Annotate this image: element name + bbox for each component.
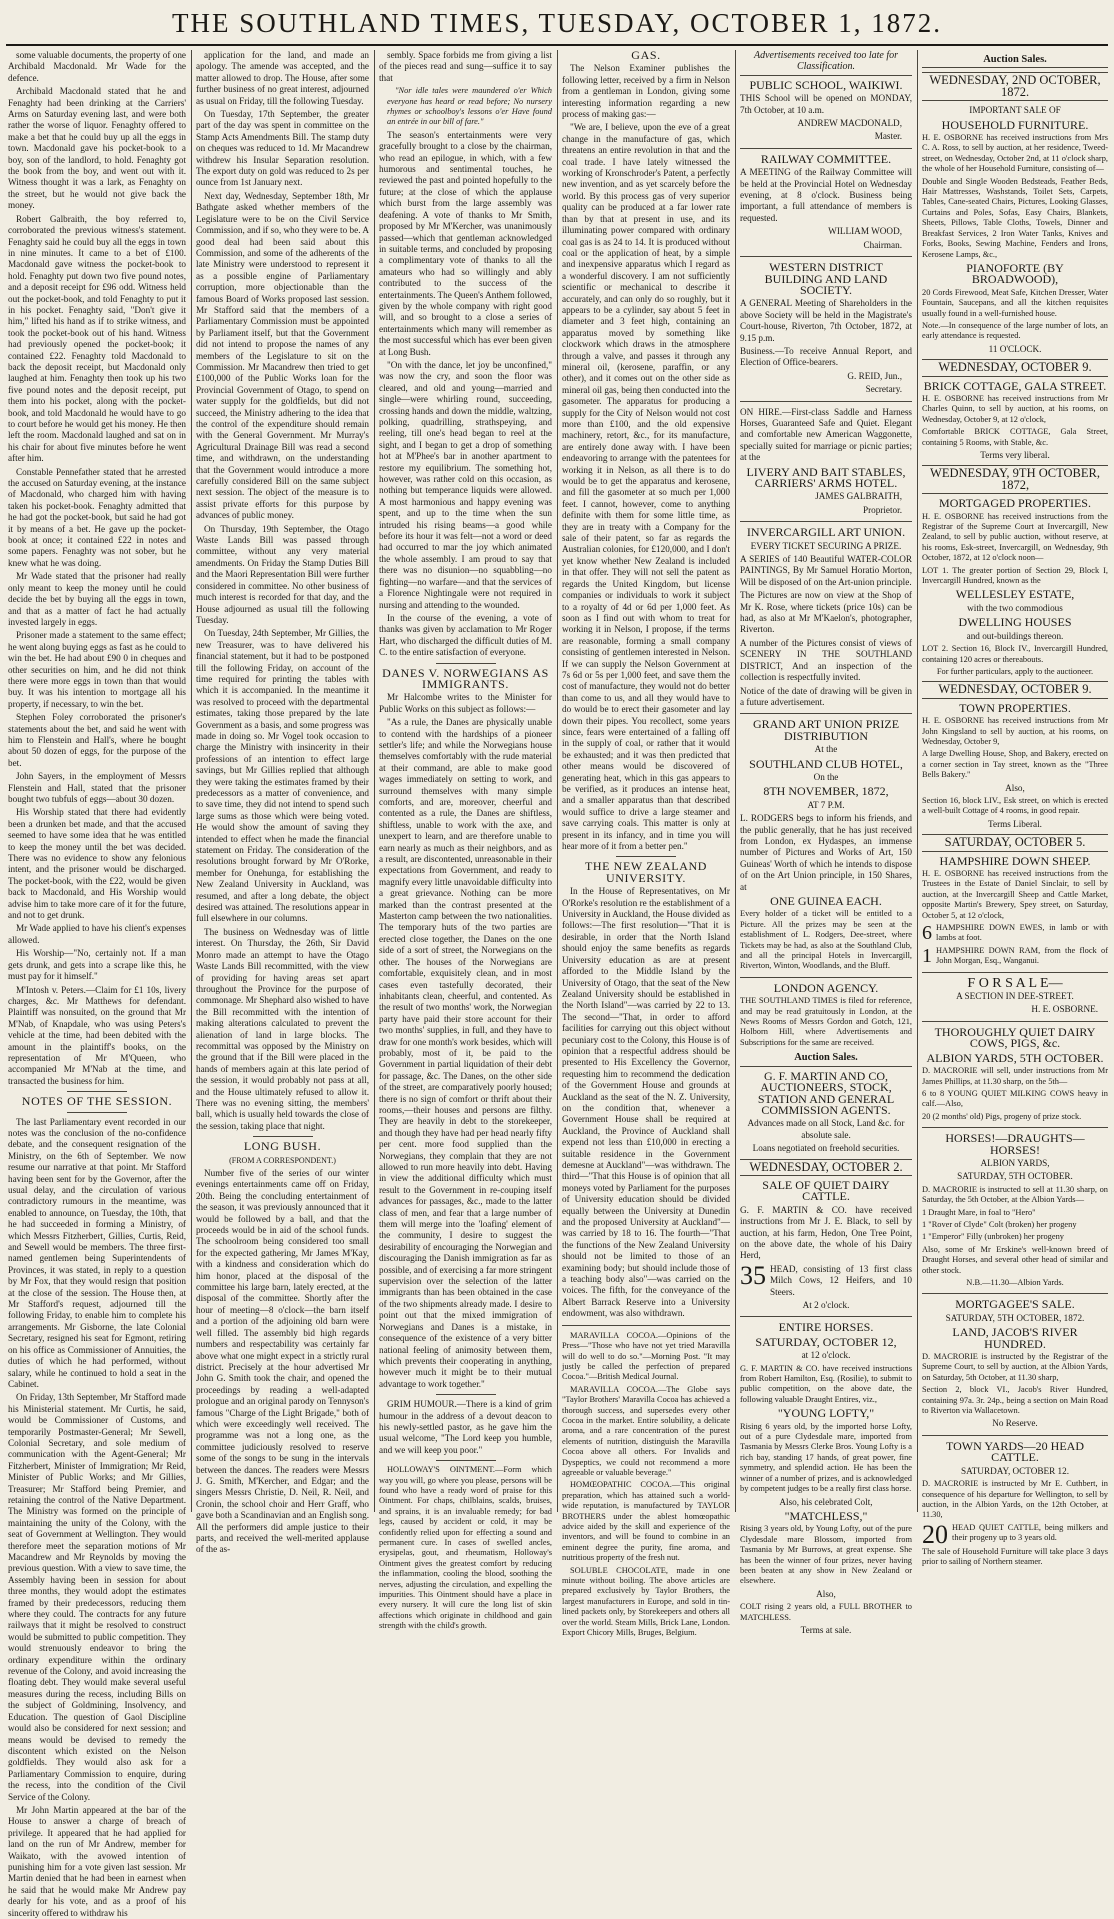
advert-body: A MEETING of the Railway Committee will be held at the Provincial Hotel on Wednesday evening, at 8 o'clock. Business being important, a full attendance of members is requested.	[740, 167, 912, 223]
advert-signature-role: Secretary.	[865, 384, 902, 395]
advert-railway-committee	[740, 151, 912, 251]
advert-title: HOUSEHOLD FURNITURE.	[941, 117, 1089, 132]
advert-brick-cottage	[922, 378, 1108, 462]
advert-title: PIANOFORTE (BY BROADWOOD),	[966, 260, 1064, 287]
divider	[922, 1127, 1108, 1128]
advert-body: Every holder of a ticket will be entitled to a Picture. All the prizes may be seen at the establishment of L. Rodgers, Dee-street, where Tickets may be had, as also at the Southland Club, and all the principal Hotels in Invercargill, Riverton, Winton, Woodlands, and the Bluff.	[740, 909, 912, 971]
advert-title: TOWN PROPERTIES.	[959, 700, 1071, 715]
advert-paragraph: MARAVILLA COCOA.—The Globe says "Taylor Brothers' Maravilla Cocoa has achieved a thorough success, and supersedes every other Cocoa in the market. Entire solubility, a delicate aroma, and a rare concentration of the purest elements of nutrition, distinguish the Maravilla Cocoa above all others. For Invalids and Dyspeptics, we could not recommend a more agreeable or valuable beverage."	[562, 1384, 730, 1477]
advert-livery-stables	[740, 407, 912, 517]
advert-date: 8TH NOVEMBER, 1872,	[763, 784, 889, 799]
advert-body: LOT 1. The greater portion of Section 29, Block I, Invercargill Hundred, known as the	[922, 565, 1108, 586]
divider	[922, 1021, 1108, 1022]
advert-paragraph: MARAVILLA COCOA.—Opinions of the Press—"Those who have not yet tried Maravilla will do well to do so."—Morning Post. "It may justly be called the perfection of prepared Cocoa."—British Medical Journal.	[562, 1330, 730, 1382]
advert-body: HAMPSHIRE DOWN EWES, in lamb or with lambs at foot.	[936, 923, 1108, 943]
divider	[922, 1435, 1108, 1436]
advert-body: A large Dwelling House, Shop, and Bakery, erected on a corner section in Tay street, known as the "Three Bells Bakery."	[922, 749, 1108, 780]
advert-body: The Pictures are now on view at the Shop of Mr K. Rose, where tickets (price 10s) can be had, as also at Mr M'Kaelon's, photographer, Riverton.	[740, 590, 912, 635]
advert-for-sale	[922, 975, 1108, 1016]
advert-body: H. E. OSBORNE has received instructions from the Registrar of the Supreme Court at Invercargill, New Zealand, to sell by public auction, without reserve, at his rooms, Esk-street, Invercargill, on Wednesday, 9th October, 1872, at 12 o'clock noon—	[922, 511, 1108, 563]
advert-signature: G. REID, Jun.,	[847, 370, 902, 381]
head-count: 6	[922, 922, 932, 945]
advert-time: 11 O'CLOCK.	[988, 343, 1042, 354]
advert-dairy-cows	[922, 1024, 1108, 1122]
advert-body: A number of the Pictures consist of views of SCENERY IN THE SOUTHLAND DISTRICT, And an inspection of the collection is respectfully invited.	[740, 637, 912, 683]
column-rule	[917, 50, 918, 1512]
advert-text: and out-buildings thereon.	[966, 630, 1064, 641]
advert-body: Section 16, block LIV., Esk street, on which is erected a well-built Cottage of 4 rooms, in good repair.	[922, 795, 1108, 816]
section-heading-auction-sales: Auction Sales.	[740, 1052, 912, 1066]
advert-body: Also, some of Mr Erskine's well-known breed of Draught Horses, and several other head of similar and other stock.	[922, 1244, 1108, 1275]
advert-hampshire-sheep	[922, 853, 1108, 967]
article-paragraph: Archibald Macdonald stated that he and Fenaghty had been drinking at the Carriers' Arms on Saturday evening last, and were both rather the worse of liquor. Fenaghty offered to make a bet that he could buy up all the eggs in town. Macdonald gave his pocket-book to a boy, son of the landlord, to hold. Fenaghty got the book from the boy, and went out with it. Witness thought it was a lark, as Fenaghty on the street, but he would not give back the money.	[8, 86, 186, 211]
advert-text: Also,	[816, 1588, 836, 1599]
article-paragraph: Number five of the series of our winter evenings entertainments came off on Friday, 20th. Being the concluding entertainment of the season, it was previously announced that it would be followed by a ball, and that the proceeds would be in aid of the school funds. The schoolroom being considered too small for the expected gathering, Mr James M'Kay, with a kindness and consideration which do him honor, placed at the disposal of the committee his large barn, lately erected, at the disposal of the committee. Shortly after the hour of meeting—8 o'clock—the barn itself and a portion of the adjoining old barn were well filled. The assembly bid high regards numbers and respectability was certainly far above what one might expect in a strictly rural district. Precisely at the hour advertised Mr John G. Smith took the chair, and opened the proceedings by reading a well-adapted prologue and an original parody on Tennyson's famous "Charge of the Light Brigade," both of which were exceedingly well received. The programme was not a long one, as the committee judiciously resolved to reserve some of the songs to be sung in the intervals between the dances. The readers were Messrs J. G. Smith, M'Kercher, and Edgar; and the singers Messrs Christie, D. Neil, R. Neil, and Cronin, the school choir and Herr Graff, who gave both a Scandinavian and an English song. All the performers did ample justice to their parts, and received the well-merited applause of the as-	[196, 1168, 369, 1555]
divider	[436, 663, 496, 664]
advert-title: INVERCARGILL ART UNION.	[746, 525, 906, 540]
advert-mortgaged-properties	[922, 498, 1108, 677]
advert-body: 1 "Rover of Clyde" Colt (broken) her progeny	[922, 1219, 1077, 1229]
advert-note: Note.—In consequence of the large number of lots, an early attendance is requested.	[922, 320, 1108, 341]
article-paragraph: John Sayers, in the employment of Messrs Flenstein and Hall, stated that the prisoner bought two tubfuls of eggs—about 30 dozen.	[8, 771, 186, 804]
advert-body: Advances made on all Stock, Land &c. for absolute sale.	[747, 1118, 905, 1140]
advert-body: H. E. OSBORNE has received instructions from Mrs C. A. Ross, to sell by auction, at her residence, Tweed-street, on Wednesday, October 2nd, at 11 o'clock sharp, the whole of her Household Furniture, consisting of—	[922, 133, 1108, 174]
article-paragraph: Mr Wade stated that the prisoner had really only meant to keep the money until he could decide the bet by buying all the eggs in town, and that as a matter of fact he had actually invested largely in eggs.	[8, 571, 186, 627]
advert-subtitle: EVERY TICKET SECURING A PRIZE.	[750, 540, 902, 551]
advert-title: LIVERY AND BAIT STABLES, CARRIERS' ARMS HOTEL.	[746, 464, 906, 490]
advert-title: WESTERN DISTRICT BUILDING AND LAND SOCIETY.	[764, 260, 888, 297]
advert-body: COLT rising 2 years old, a FULL BROTHER to MATCHLESS.	[740, 1602, 912, 1622]
article-paragraph: Stephen Foley corroborated the prisoner's statements about the bet, and said he went with him to Flenstein and Hall's, where he bought about 50 dozen of eggs, for the purpose of the bet.	[8, 712, 186, 768]
advert-title: F O R S A L E—	[967, 975, 1063, 991]
advert-title: MORTGAGED PROPERTIES.	[939, 496, 1091, 511]
divider	[740, 521, 912, 522]
advert-signature: ANDREW MACDONALD,	[797, 118, 902, 129]
advert-terms: Terms Liberal.	[988, 818, 1042, 829]
article-paragraph: Robert Galbraith, the boy referred to, corroborated the previous witness's statement. Fenaghty said he could buy all the eggs in town in nine minutes. It came to a bet of £100. Macdonald gave witness the pocket-book to hold. Fenaghty put down two five pound notes, and a deposit receipt for £96 odd. Witness held out the pocket-book, and told Fenaghty to put it in his pocket. Fenaghty said, "Don't give it him," lifted his hand as if to strike witness, and took the pocket-book out of his hand. Witness had previously opened the pocket-book; it contained £22. Fenaghty told Macdonald to back the deposit receipt, but Macdonald only laughed at him. Fenaghty then took up his two five pound notes and the deposit receipt, put them into his pocket, along with the pocket-book, and told Macdonald he would have to go to court before he would get his money. He then left the room. Macdonald laughed and sat on in his chair for about five minutes before he went after him.	[8, 213, 186, 464]
advert-grand-art-union	[740, 719, 912, 972]
article-headline: GAS.	[631, 48, 661, 62]
advert-paragraph: HOLLOWAY'S OINTMENT.—Form which way you will, go where you please, persons will be found who have a ready word of praise for this Ointment. For chaps, chilblains, scalds, bruises, and sprains, it is an invaluable remedy; for bad legs, caused by accident or cold, it may be confidently relied upon for effecting a sound and permanent cure. In cases of swelled ancles, erysipelas, gout, and rheumatism, Holloway's Ointment gives the greatest comfort by reducing the inflammation, cooling the blood, soothing the nerves, adjusting the circulation, and expelling the impurities. This Ointment should have a place in every nursery. It will cure the long list of skin affections which originate in childhood and gain strength with the child's growth.	[379, 1465, 552, 1631]
article-paragraph: "As a rule, the Danes are physically unable to contend with the hardships of a pioneer settler's life; and while the Norwegians house themselves comfortably with the rude material at their command, are able to make good wages immediately on setting to work, and surround themselves with many simple comforts, and are, moreover, cheerful and contented as a rule, the Danes are shiftless, shiftless, unable to work with the axe, and unexpert to learn, and are therefore unable to earn nearly as much as their neighbors, and as a result, are discontented, unreasonable in their expectations from Government, and ready to magnify every little unavoidable difficulty into a great grievance. Nothing can be more marked than the contrast presented at the Masterton camp between the two nationalities. The temporary huts of the two parties are erected close together, the Danes on the one side of a sort of street, the Norwegians on the other. The houses of the Norwegians are comfortable, exquisitely clean, and in most cases even tastefully decorated, their inhabitants clean, cheerful, and contented. As the result of two months' work, the Norwegian party have paid their store account for their two months' supplies, in full, and they have to draw for one month's work besides, which will probably, most of it, be paid to the Government in partial liquidation of their debt for passage, &c. The Danes, on the other side of the street, are comparatively poorly housed; there is no sign of comfort or thrift about their rooms,—their houses and persons are filthy. They are heavily in debt to the storekeeper, and though they have had per head nearly fifty per cent. more food supplied than the Norwegians, they complain that they are not allowed to run more heavily into debt. Having in view the additional difficulty which must result to the Government in re-couping itself advances for passages, &c., made to the latter class of men, and fear that a large number of them will merge into the 'loafing' element of the community, I desire to suggest the desirability of encouraging the Norwegian and discouraging the Danish immigration as far as possible, and of exercising a far more stringent supervision over the selection of the latter immigrants than has been obtained in the case of the two shipments already made. I desire to point out that the mixed immigration of Norwegians and Danes is a mistake, in consequence of the existence of a very bitter national feeling of animosity between them, which prevents their cooperating in anything, however much it might be to their mutual advantage to work together."	[379, 717, 552, 1389]
divider	[740, 401, 912, 402]
sale-date: WEDNESDAY, OCTOBER 9.	[922, 681, 1108, 698]
divider	[436, 1394, 496, 1395]
article-paragraph: Constable Pennefather stated that he arrested the accused on Saturday evening, at the instance of Macdonald, who charged him with having taken his pocket-book. Fenaghty admitted that he had got the pocket-book, but said he had got it by means of a bet. He gave up the pocket-book at once; it contained £22 in notes and some papers. Fenaghty was not sober, but he knew what he was doing.	[8, 466, 186, 568]
advert-body: 1 Draught Mare, in foal to "Hero"	[922, 1207, 1036, 1217]
advert-note: The sale of Household Furniture will take place 3 days prior to sailing of Northern steamer.	[922, 1546, 1108, 1567]
article-paragraph: His Worship—"No, certainly not. If a man gets drunk, and gets into a scrape like this, he must pay for it himself."	[8, 948, 186, 982]
article-paragraph: In the course of the evening, a vote of thanks was given by acclamation to Mr Roger Hart, who discharged the difficult duties of M. C. to the entire satisfaction of everyone.	[379, 612, 552, 658]
advert-mortgagee-sale	[922, 1299, 1108, 1429]
article-headline: LONG BUSH.	[243, 1139, 322, 1154]
advert-text: Also,	[1005, 782, 1025, 793]
divider	[562, 1325, 730, 1326]
section-heading-auction-sales: Auction Sales.	[922, 54, 1108, 68]
advert-date: SATURDAY, 5TH OCTOBER, 1872.	[945, 1312, 1085, 1323]
article-paragraph: "On with the dance, let joy be unconfined," was now the cry, and soon the floor was cleared, and old and young—married and single—were whirling round, succeeding, crossing hands and down the middle, waltzing, polking, quadrilling, strathspeying, and reeling, till one's head began to reel at the sight, and I began to get a drop of something hot at M'Phee's bar in another apartment to restore my equilibrium. The something hot, however, was rather cold on this occasion, as nothing but temperance liquids were allowed. A most harmonious and happy evening was spent, and up to the time when the sun intruded his rising beams—a good while before its hour it was felt—not a word or deed had occurred to mar the joy which animated the whole assembly. I am proud to say that there was no disunion—no squabbling—no fighting—no warfare—and that the services of a Florence Nightingale were not required in nursing and attending to the wounded.	[379, 359, 552, 610]
advert-terms: Terms very liberal.	[980, 450, 1050, 460]
article-paragraph: Mr Wade applied to have his client's expenses allowed.	[8, 923, 186, 945]
advert-town-yards-cattle	[922, 1438, 1108, 1568]
advert-art-union	[740, 527, 912, 708]
head-count: 1	[922, 944, 932, 967]
divider	[67, 1091, 127, 1092]
article-paragraph: Next day, Wednesday, September 18th, Mr Bathgate asked whether members of the Legislature were to be on the Civil Service Commission, and if so, who they were to be. A good deal had been said about this Commission, and some of the adherents of the late Ministry were understood to represent it as a possible engine of Parliamentary corruption, more objectionable than the famous Board of Works proposed last session. Mr Stafford said that the members of a Parliamentary Commission must be appointed by Parliament itself, but that the Government did not intend to propose the names of any members of the Legislature to sit on the Commission. Mr Macandrew then tried to get £100,000 of the Public Works loan for the Provincial Government of Otago, to spend on water supply for the goldfields, but did not succeed, the Ministry adhering to the idea that the control of the expenditure should remain with the General Government. Mr Murray's Agricultural Drainage Bill was read a second time, and withdrawn, on the understanding that the Government would introduce a more carefully considered Bill on the same subject next session. The object of the measure is to assist private efforts for this purpose by advances of public money.	[196, 190, 369, 521]
article-paragraph: In the House of Representatives, on Mr O'Rorke's resolution re the establishment of a University in Auckland, the House divided as follows:—The first resolution—"That it is desirable, in order that the North Island should enjoy the same benefits as regards University education as are at present afforded to the Middle Island by the University of Otago, that the seat of the New Zealand University should be established in the North Island"—was carried by 22 to 13. The second—"That, in order to afford facilities for carrying out this object without pecuniary cost to the Colony, this House is of opinion that a respectful address should be presented to His Excellency the Governor, requesting him to recommend the dedication of the Government House and grounds at Auckland as the seat of the N. Z. University, on the condition that, whenever a Government House shall be required at Auckland, the Province of Auckland shall expend not less than £10,000 in erecting a suitable residence in the Government demesne at Auckland"—was withdrawn. The third—"That this House is of opinion that all moneys voted by Parliament for the purposes of University education should be divided equally between the University at Dunedin and the proposed University at Auckland"—was carried by 18 to 16. The fourth—"That the functions of the New Zealand University should not be limited to those of an examining body; but should include those of a teaching body also"—was carried on the voices. The fifth, for the conveyance of the Albert Barrack Reserve into a University endowment, was also withdrawn.	[562, 886, 730, 1319]
advert-title: BRICK COTTAGE, GALA STREET.	[923, 378, 1107, 393]
advert-body: HAMPSHIRE DOWN RAM, from the flock of John Morgan, Esq., Wanganui.	[936, 945, 1108, 966]
sale-date: WEDNESDAY, OCTOBER 2.	[740, 1159, 912, 1176]
article-paragraph: "We are, I believe, upon the eve of a great change in the manufacture of gas, which threatens an entire revolution in that and the coal trade. I have lately witnessed the working of Kronschroder's Patent, a perfectly new invention, and as yet scarcely before the world. By this process gas of very superior quality can be produced at a far lower rate than by that at present in use, and its illuminating power compared with ordinary coal gas is as 24 to 14. It is produced without coal or the application of heat, by a simple and inexpensive apparatus which I regard as a wonderful discovery. I am not sufficiently scientific or mechanical to describe it accurately, and can only do so roughly, but it appears to be a cylinder, say about 5 feet in diameter and 3 feet high, containing an apparatus moved by something like clockwork which draws in the atmosphere through a valve, and passes it through any mineral oil, (kerosene, paraffin, or any other), and it comes out on the other side as mineral oil gas, being then conducted into the gasometer. The apparatus for producing a supply for the City of Nelson would not cost more than £100, and the old expensive machinery, retort, &c., for its manufacture, are entirely done away with. I have been endeavoring to arrange with the patentees for working it in Nelson, as all there is to do would be to get the apparatus and kerosene, and fill the gasometer at so much per 1,000 feet. I cannot, however, come to anything definite with them for some little time, as they are in treaty with a Company for the sale of their patent, so far as regards the Australian colonies, for £120,000, and I don't yet know whether New Zealand is included in that offer. They will not sell the patent as regards the United Kingdom, but license companies or individuals to work it subject to a royalty of 4d or 6d per 1,000 feet. As soon as I find out with whom to treat for working it in Nelson, I propose, if the terms are reasonable, forming a small company consisting of gentlemen interested in Nelson. If we can supply the Nelson Government at 7s 6d or 5s per 1,000 feet, and save them the cost of manufacture, they would not do better than come to us, and all they would have to do would be to erect their gasometer and lay down their pipes. You recollect, some years since, fears were entertained of a falling off in the supply of coal, or rather that it would be exhausted; and it was then predicted that other means would be discovered of generating heat, which in this gas appears to be verified, as it produces an intense heat, and a smaller apparatus than that described would suffice to drive a large steamer and save carrying coals. This matter is only at present in its infancy, and in time you will hear more of it from a better pen."	[562, 122, 730, 852]
advert-signature-role: Proprietor.	[862, 504, 902, 515]
article-paragraph: Prisoner made a statement to the same effect; he went along buying eggs as fast as he could to win the bet. He had about £90 0 in cheques and other securities on him, and he did not think there were more eggs in town than that would buy. It was his intention to mortgage all his property, if necessary, to win the bet.	[8, 630, 186, 709]
advert-signature: WILLIAM WOOD,	[828, 226, 902, 237]
article-headline: THE NEW ZEALAND UNIVERSITY.	[584, 859, 708, 885]
article-paragraph: The business on Wednesday was of little interest. On Thursday, the 26th, Sir David Monro made an attempt to have the Otago Waste Lands Bill recommitted, with the view of providing for having areas set apart throughout the Province for the purpose of commonage. Mr Shephard also wished to have the Bill recommitted with the intention of making alterations calculated to prevent the alienation of land in large blocks. The recommittal was opposed by the Ministry on the ground that if the Bill were placed in the hands of members again at this late period of the session, it would probably not pass at all, and the House ultimately refused to allow it. There was no evening sitting, the members' ball, which is usually held towards the close of the session, taking place that night.	[196, 926, 369, 1131]
article-paragraph: some valuable documents, the property of one Archibald Macdonald. Mr Wade for the defence.	[8, 50, 186, 83]
advert-title: HAMPSHIRE DOWN SHEEP.	[939, 853, 1091, 868]
advert-signature-role: Master.	[874, 131, 902, 142]
divider	[922, 1293, 1108, 1294]
advert-body: Comfortable BRICK COTTAGE, Gala Street, containing 5 Rooms, with Stable, &c.	[922, 427, 1108, 447]
advert-note: For further particulars, apply to the auctioneer.	[936, 666, 1094, 676]
advert-dairy-cattle	[740, 1177, 912, 1311]
head-count: 35	[740, 1260, 766, 1290]
article-headline: NOTES OF THE SESSION.	[21, 1094, 173, 1109]
article-paragraph: M'Intosh v. Peters.—Claim for £1 10s, livery charges, &c. Mr Matthews for defendant. Plaintiff was nonsuited, on the ground that Mr M'Nab, of Knapdale, who was using Peters's vehicle at the time, had been debited with the amount in the plaintiff's books, on the representation of Mr M'Queen, who accompanied Mr M'Nab at the time, and transacted the business for him.	[8, 984, 186, 1086]
sale-date: WEDNESDAY, 9TH OCTOBER, 1872,	[922, 465, 1108, 494]
advert-date: SATURDAY, OCTOBER 12,	[755, 1334, 897, 1349]
sale-date: SATURDAY, OCTOBER 5.	[922, 834, 1108, 851]
advert-household-furniture	[922, 105, 1108, 355]
advert-body: ON HIRE.—First-class Saddle and Harness Horses, Guaranteed Safe and Quiet. Elegant and comfortable new American Waggonette, specially suited for marriage or picnic parties; at the	[740, 406, 912, 463]
advert-venue: SOUTHLAND CLUB HOTEL,	[749, 756, 903, 771]
article-paragraph: sembly. Space forbids me from giving a list of the pieces read and sung—suffice it to say that	[379, 50, 552, 83]
advert-body: D. MACRORIE will sell, under instructions from Mr James Phillips, at 11.30 sharp, on the 5th—	[922, 1066, 1108, 1086]
column-5	[740, 50, 912, 1635]
advert-body: 20 Cords Firewood, Meat Safe, Kitchen Dresser, Water Fountain, Saucepans, and all the kitchen requisites usually found in a well-furnished house.	[922, 287, 1108, 318]
column-rule	[735, 50, 736, 1512]
advert-title: RAILWAY COMMITTEE.	[760, 151, 892, 166]
article-paragraph: On Friday, 13th September, Mr Stafford made his Ministerial statement. Mr Curtis, he said, would be Commissioner of Customs, and temporarily Postmaster-General; Mr Sewell, Colonial Secretary, and sole medium of communication with the Agent-General; Mr Fitzherbert, Minister of Immigration; Mr Reid, Minister of Public Works; and Mr Gillies, Treasurer; Mr Stafford being Premier, and retaining the control of the Native Department. The Ministry was formed on the principle of maintaining the unity of the Colony, with the seat of Government at Wellington. They would therefore meet the separation motions of Mr Macandrew and Mr Reynolds by moving the previous question. With a view to save time, the Assembly having been in session for about three months, they would adopt the estimates framed by their predecessors, reducing them where they could. The contracts for any future railways that it might be resolved to construct would be submitted to public competition. They would strenuously endeavor to bring the ordinary expenditure within the ordinary revenue of the Colony, and avoid increasing the floating debt. They would make several useful measures during the recess, including Bills on the subject of Goldmining, Insolvency, and Education. The question of Gaol Discipline would also be considered for next session; and means would be devised to remedy the discontent which existed on the Nelson goldfields. They would also ask for a Parliamentary Commission to enquire, during the recess, into the condition of the Civil Service of the Colony.	[8, 1392, 186, 1802]
advert-title: THOROUGHLY QUIET DAIRY COWS, PIGS, &c.	[934, 1024, 1096, 1051]
column-4	[562, 48, 730, 1638]
estate-name: WELLESLEY ESTATE,	[955, 587, 1075, 602]
column-3	[379, 50, 552, 1631]
advert-subtitle: ALBION YARDS,	[980, 1157, 1050, 1168]
advert-body: Notice of the date of drawing will be given in a future advertisement.	[740, 685, 912, 707]
masthead: THE SOUTHLAND TIMES, TUESDAY, OCTOBER 1, 1872.	[6, 4, 1108, 46]
advert-draught-horses	[922, 1133, 1108, 1288]
advert-body: Double and Single Wooden Bedsteads, Feather Beds, Hair Mattresses, Washstands, Toilet Sets, Carpets, Tables, Cane-seated Chairs, Pictures, Looking Glasses, Curtains and Poles, Sofas, Easy Chairs, Blankets, Sheets, Pillows, Table Cloths, Towels, Dinner and Breakfast Services, 2 Iron Water Tanks, Knives and Forks, Books, Sewing Machine, Fenders and Irons, Kerosene Lamps, &c.,	[922, 176, 1108, 259]
advert-title: HORSES!—DRAUGHTS—HORSES!	[945, 1131, 1085, 1157]
advert-title: MORTGAGEE'S SALE.	[955, 1297, 1075, 1312]
article-paragraph: On Tuesday, 17th September, the greater part of the day was spent in committee on the Stamp Acts Amendments Bill. The stamp duty on cheques was reduced to 1d. Mr Macandrew withdrew his Insular Separation resolution. The export duty on gold was reduced to 2s per ounce from 1st January next.	[196, 109, 369, 188]
advert-body: THIS School will be opened on MONDAY, 7th October, at 10 a.m.	[740, 93, 912, 115]
advert-body: Loans negotiated on freehold securities.	[752, 1143, 900, 1154]
advert-title: PUBLIC SCHOOL, WAIKIWI.	[749, 77, 903, 92]
advert-subtitle: ALBION YARDS, 5TH OCTOBER.	[926, 1050, 1104, 1065]
article-paragraph: Mr Halcombe writes to the Minister for Public Works on this subject as follows:—	[379, 692, 552, 714]
advert-note: No Reserve.	[992, 1418, 1038, 1429]
advert-body: D. MACRORIE is instructed to sell at 11.30 sharp, on Saturday, the 5th October, at the Albion Yards—	[922, 1184, 1108, 1205]
advert-title: G. F. MARTIN AND CO, AUCTIONEERS, STOCK, STATION AND GENERAL COMMISSION AGENTS.	[757, 1068, 895, 1117]
head-count: 20	[922, 1519, 948, 1549]
advert-body: H. E. OSBORNE has received instructions from Mr John Kingsland to sell by auction, at his rooms, on Wednesday, October 9,	[922, 716, 1108, 746]
advert-paragraph: SOLUBLE CHOCOLATE, made in one minute without boiling. The above articles are prepared exclusively by Taylor Brothers, the largest manufacturers in Europe, and sold in tin-lined packets only, by Storekeepers and others all over the world. Steam Mills, Brick Lane, London. Export Chicory Mills, Bruges, Belgium.	[562, 1565, 730, 1638]
article-byline: (FROM A CORRESPONDENT.)	[229, 1155, 336, 1165]
advert-date: SATURDAY, 5TH OCTOBER.	[957, 1171, 1073, 1182]
advert-london-agency	[740, 980, 912, 1048]
advert-body: Rising 3 years old, by Young Lofty, out of the pure Clydesdale mare Blossom, imported from Tasmania by Mr Burrows, at great expense. She has been the winner of four prizes, never having been beaten at any show in New Zealand or elsewhere.	[740, 1524, 912, 1586]
advert-signature-role: Chairman.	[863, 239, 902, 250]
divider	[253, 1136, 313, 1137]
advert-title: LONDON AGENCY.	[773, 980, 879, 995]
advert-time: At 2 o'clock.	[802, 1300, 850, 1310]
advert-terms: Terms at sale.	[800, 1624, 852, 1635]
advert-body: D. MACRORIE is instructed by the Registrar of the Supreme Court, to sell by auction, at the Albion Yards, on Saturday, 5th October, at 11.30 sharp,	[922, 1352, 1108, 1382]
divider	[740, 977, 912, 978]
advert-body: A SECTION IN DEE-STREET.	[956, 991, 1074, 1002]
advert-note: N.B.—11.30—Albion Yards.	[966, 1278, 1064, 1287]
classification-banner: Advertisements received too late for Classification.	[740, 50, 912, 76]
advert-title: ENTIRE HORSES.	[778, 1320, 874, 1335]
advert-body: H. E. OSBORNE has received instructions from Mr Charles Quinn, to sell by auction, at his rooms, on Wednesday, October 9, at 12 o'clock,	[922, 393, 1108, 424]
divider	[740, 256, 912, 257]
advert-body: HEAD QUIET CATTLE, being milkers and their progeny up to 3 years old.	[952, 1522, 1108, 1543]
divider	[740, 713, 912, 714]
column-2	[196, 50, 369, 1555]
divider	[436, 1460, 496, 1461]
advert-body: 1 "Emperor" Filly (unbroken) her progeny	[922, 1232, 1064, 1242]
advert-text: At the	[814, 744, 838, 755]
advert-body: Rising 6 years old, by the imported horse Lofty, out of a pure Clydesdale mare, imported from Tasmania by Messrs Clerke Bros. Young Lofty is a rich bay, standing 17 hands, of great power, fine symmetry, and splendid action. He has been the winner of a number of prizes, and is acknowledged by competent judges to be a really first class horse.	[740, 1421, 912, 1494]
column-1	[8, 50, 186, 1918]
divider	[740, 1316, 912, 1317]
verse-quote: "Nor idle tales were maundered o'er Which everyone has heard or read before; No nursery rhymes or schoolboy's lessons o'er Have found an entrée in our bill of fare."	[387, 86, 552, 127]
advert-time: at 12 o'clock.	[801, 1350, 851, 1361]
sale-date: WEDNESDAY, 2ND OCTOBER, 1872.	[922, 72, 1108, 101]
article-paragraph: GRIM HUMOUR.—There is a kind of grim humour in the address of a devout deacon to his newly-settled pastor, as he gave him the usual welcome, "The Lord keep you humble, and we will keep you poor."	[379, 1399, 552, 1455]
advert-town-properties	[922, 700, 1108, 830]
advert-date: SATURDAY, OCTOBER 12.	[960, 1465, 1070, 1476]
column-rule	[374, 50, 375, 1512]
advert-gf-martin	[740, 1068, 912, 1155]
advert-body: LOT 2. Section 16, Block IV., Invercargill Hundred, containing 120 acres or thereabouts.	[922, 644, 1108, 664]
advert-body: H. E. OSBORNE has received instructions from the Trustees in the Estate of Daniel Sinclair, to sell by auction, at the Invercargill Sheep and Cattle Market, opposite Martin's Brewery, Spey street, on Saturday, October 5, at 12 o'clock,	[922, 869, 1108, 920]
horse-name: "MATCHLESS,"	[784, 1508, 868, 1523]
advert-body: G. F. MARTIN & CO. have received instructions from Mr J. E. Black, to sell by auction, at his farm, Hedon, One Tree Point, on the above date, the whole of his Dairy Herd,	[740, 1204, 912, 1261]
advert-text: On the	[813, 771, 839, 782]
advert-body: A SERIES of 140 Beautiful WATER-COLOR PAINTINGS, By Mr Samuel Horatio Morton, Will be disposed of on the Art-union principle.	[740, 554, 912, 587]
advert-body: 6 to 8 YOUNG QUIET MILKING COWS heavy in calf.—Also,	[922, 1088, 1108, 1109]
advert-title: GRAND ART UNION PRIZE DISTRIBUTION	[752, 717, 900, 743]
advert-signature: JAMES GALBRAITH,	[815, 491, 902, 502]
advert-body: 20 (2 months' old) Pigs, progeny of prize stock.	[922, 1111, 1082, 1121]
article-paragraph: His Worship stated that there had evidently been a drunken bet made, and that the accused seemed to have some idea that he was entitled to keep the money until the bet was decided. There was no evidence to show any felonious intent, and the prisoner would be discharged. The pocket-book, with the £22, would be given back to Macdonald, and His Worship would advise him to take more care of it for the future, and not to get drunk.	[8, 807, 186, 921]
advert-building-society	[740, 262, 912, 395]
column-rule	[191, 50, 192, 1512]
advert-body: Section 2, block VI., Jacob's River Hundred, containing 97a. 3r. 24p., being a section on Main Road to Riverton via Wallacetown.	[922, 1385, 1108, 1416]
advert-title: SALE OF QUIET DAIRY CATTLE.	[762, 1177, 890, 1204]
article-headline: DANES V. NORWEGIANS AS IMMIGRANTS.	[382, 665, 549, 691]
advert-text: with the two commodious	[967, 602, 1063, 613]
advert-body: HEAD, consisting of 13 first class Milch Cows, 12 Heifers, and 10 Steers.	[770, 1263, 912, 1297]
advert-paragraph: HOMŒOPATHIC COCOA.—This original preparation, which has attained such a world-wide reputation, is manufactured by TAYLOR BROTHERS under the ablest homœopathic advice aided by the skill and experience of the inventors, and will be found to combine in an eminent degree the purity, fine aroma, and nutritious property of the fresh nut.	[562, 1480, 730, 1563]
advert-entire-horses	[740, 1322, 912, 1636]
advert-time: AT 7 P.M.	[807, 799, 845, 810]
article-paragraph: The last Parliamentary event recorded in our notes was the conclusion of the no-confidence debate, and the consequent resignation of the Ministry, on the 6th of September. We now resume our narrative at that point. Mr Stafford having been sent for by the Governor, after the usual delay, and the circulation of various contradictory rumours in the meantime, was enabled to announce, on Tuesday, the 10th, that he had succeeded in forming a Ministry, of which Messrs Fitzherbert, Gillies, Curtis, Reid, and Sewell would be members. The three first-named gentlemen being Superintendents of Provinces, it was stated, in reply to a question by Mr Fox, that they would resign that position at the close of the session. The House then, at Mr Stafford's request, adjourned till the following Friday, to enable him to complete his arrangements. Mr Gisborne, the late Colonial Secretary, resigned his seat for Egmont, retiring on his office as Commissioner of Annuities, the duties of which he had performed, without salary, while he continued to hold a seat in the Cabinet.	[8, 1116, 186, 1389]
advert-body: A GENERAL Meeting of Shareholders in the above Society will be held in the Magistrate's Court-house, Riverton, 7th October, 1872, at 9.15 p.m.	[740, 298, 912, 343]
advert-public-school	[740, 77, 912, 143]
article-paragraph: On Thursday, 19th September, the Otago Waste Lands Bill was passed through committee, without any very material amendments. On Friday the Stamp Duties Bill and the Maori Representation Bill were further considered in committee. No other business of much interest is recorded for that day, and the House adjourned as usual till the following Tuesday.	[196, 523, 369, 625]
article-paragraph: The Nelson Examiner publishes the following letter, received by a firm in Nelson from a gentleman in London, giving some interesting information regarding a new process of making gas:—	[562, 63, 730, 120]
column-rule	[557, 50, 558, 1512]
divider	[616, 856, 676, 857]
advert-title: TOWN YARDS—20 HEAD CATTLE.	[946, 1438, 1084, 1465]
advert-subtitle: IMPORTANT SALE OF	[969, 105, 1061, 116]
divider	[922, 972, 1108, 973]
article-paragraph: The season's entertainments were very gracefully brought to a close by the chairman, who read an epilogue, in which, with a few humorous and sentimental touches, he reviewed the past and pointed hopefully to the future; at the close of which the applause which burst from the large assembly was deafening. A vote of thanks to Mr Smith, proposed by Mr M'Kercher, was unanimously passed—which that gentleman acknowledged in suitable terms, and concluded by proposing a complimentary vote of thanks to all the amateurs who had so willingly and ably contributed to the success of the entertainments. The Queen's Anthem followed, given by the whole company with right good will, and so brought to a close a series of entertainments which many will remember as the most successful which has ever been given at Long Bush.	[379, 129, 552, 357]
divider	[740, 148, 912, 149]
advert-body: G. F. MARTIN & CO. have received instructions from Robert Hamilton, Esq. (Rosilie), to submit to public competition, on the above date, the following valuable Draught Entires, viz.,	[740, 1363, 912, 1404]
divider	[67, 1112, 127, 1113]
advert-body: D. MACRORIE is instructed by Mr E. Cuthbert, in consequence of his departure for Wellington, to sell by auction, in the Albion Yards, on the 12th October, at 11.30,	[922, 1479, 1108, 1520]
horse-name: "YOUNG LOFTY,"	[777, 1406, 875, 1421]
advert-price: ONE GUINEA EACH.	[770, 894, 882, 908]
advert-title: LAND, JACOB'S RIVER HUNDRED.	[952, 1325, 1078, 1351]
article-paragraph: On Tuesday, 24th September, Mr Gillies, the new Treasurer, was to have delivered his financial statement, but it had to be postponed till the following Friday, on account of the time required for printing the tables with which it is accompanied. In the meantime it was resolved to proceed with the departmental estimates, taking those prepared by the late Government as a basis, and some progress was made in doing so. Mr Vogel took occasion to charge the Ministry with insincerity in their professions of an intention to effect large savings, but Mr Gillies replied that although they were taking the estimates framed by their predecessors as a matter of convenience, and to save time, they did not intend to spend such large sums as those which were being voted. He would show the amount of saving they intended to effect when he made the financial statement on Friday. The consideration of the resolutions brought forward by Mr O'Rorke, member for Onehunga, for establishing the New Zealand University in Auckland, was resumed, and after a long debate, the object desired was attained. The resolutions appear in full elsewhere in our columns.	[196, 628, 369, 924]
advert-title: DWELLING HOUSES	[958, 615, 1072, 630]
article-paragraph: Mr John Martin appeared at the bar of the House to answer a charge of breach of privilege. It appeared that he had applied for land on the run of Mr Andrew, member for Waikato, with the avowed intention of punishing him for a vote given last session. Mr Martin denied that he had been in earnest when he said that he would make Mr Andrew pay dearly for his vote, and as a proof of his sincerity offered to withdraw his	[8, 1804, 186, 1918]
advert-signature: H. E. OSBORNE.	[1031, 1004, 1098, 1015]
advert-body: Business.—To receive Annual Report, and Election of Office-bearers.	[740, 345, 912, 368]
article-paragraph: application for the land, and made an apology. The amende was accepted, and the matter allowed to drop. The House, after some further business of no great interest, adjourned as usual on Friday, till the following Tuesday.	[196, 50, 369, 106]
column-6	[922, 50, 1108, 1567]
advert-body: THE SOUTHLAND TIMES is filed for reference, and may be read gratuitously in London, at the News Rooms of Messrs Gordon and Gotch, 121, Holborn Hill, where Advertisements and Subscriptions for the same are received.	[740, 996, 912, 1047]
sale-date: WEDNESDAY, OCTOBER 9.	[922, 359, 1108, 376]
advert-body: L. RODGERS begs to inform his friends, and the public generally, that he has just received from London, ex Hydaspes, an immense number of Pictures and Works of Art, 150 Guineas' Worth of which he intends to dispose of on the Art Union principle, in 150 Shares, at	[740, 813, 912, 892]
advert-text: Also, his celebrated Colt,	[779, 1496, 873, 1507]
